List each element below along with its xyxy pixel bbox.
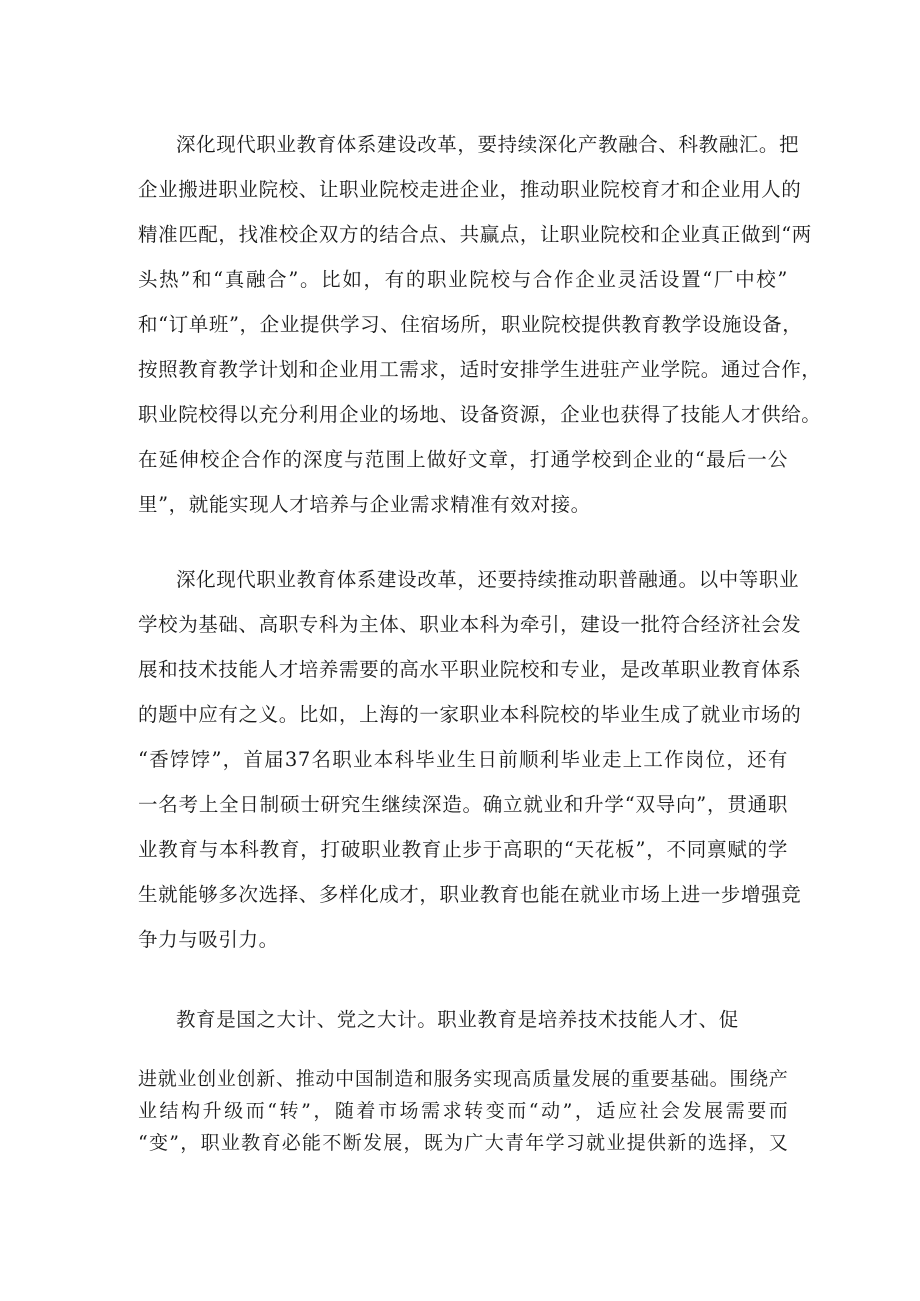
- paragraph-3-line-1: 教育是国之大计、党之大计。职业教育是培养技术技能人才、促: [176, 1008, 739, 1031]
- paragraph-2-line-5: “香饽饽”，首届37名职业本科毕业生日前顺利毕业走上工作岗位，还有: [138, 748, 788, 771]
- paragraph-1-line-4: 头热”和“真融合”。比如，有的职业院校与合作企业灵活设置“厂中校”: [138, 268, 788, 291]
- paragraph-2-line-2: 学校为基础、高职专科为主体、职业本科为牵引，建设一批符合经济社会发: [138, 613, 802, 636]
- paragraph-2-line-8: 生就能够多次选择、多样化成才，职业教育也能在就业市场上进一步增强竞: [138, 883, 802, 906]
- paragraph-1-line-8: 在延伸校企合作的深度与范围上做好文章，打通学校到企业的“最后一公: [138, 448, 788, 471]
- paragraph-1-line-6: 按照教育教学计划和企业用工需求，适时安排学生进驻产业学院。通过合作，: [138, 358, 822, 381]
- paragraph-3-line-3: 业结构升级而“转”，随着市场需求转变而“动”，适应社会发展需要而: [138, 1100, 788, 1122]
- paragraph-1-line-2: 企业搬进职业院校、让职业院校走进企业，推动职业院校育才和企业用人的: [138, 178, 802, 201]
- paragraph-2-line-6: 一名考上全日制硕士研究生继续深造。确立就业和升学“双导向”，贯通职: [138, 793, 788, 816]
- paragraph-3-line-2: 进就业创业创新、推动中国制造和服务实现高质量发展的重要基础。围绕产: [138, 1068, 788, 1090]
- paragraph-1-line-3: 精准匹配，找准校企双方的结合点、共赢点，让职业院校和企业真正做到“两: [138, 223, 812, 246]
- paragraph-3-line-4: “变”，职业教育必能不断发展，既为广大青年学习就业提供新的选择，又: [138, 1132, 788, 1154]
- paragraph-1-line-7: 职业院校得以充分利用企业的场地、设备资源，企业也获得了技能人才供给。: [138, 403, 822, 426]
- paragraph-2-line-7: 业教育与本科教育，打破职业教育止步于高职的“天花板”，不同禀赋的学: [138, 838, 788, 861]
- paragraph-1-line-9: 里”，就能实现人才培养与企业需求精准有效对接。: [138, 493, 591, 516]
- paragraph-1-line-5: 和“订单班”，企业提供学习、住宿场所，职业院校提供教育教学设施设备，: [138, 313, 803, 336]
- paragraph-2-line-4: 的题中应有之义。比如，上海的一家职业本科院校的毕业生成了就业市场的: [138, 703, 802, 726]
- paragraph-2-line-1: 深化现代职业教育体系建设改革，还要持续推动职普融通。以中等职业: [176, 568, 800, 591]
- paragraph-1-line-1: 深化现代职业教育体系建设改革，要持续深化产教融合、科教融汇。把: [176, 133, 800, 156]
- paragraph-2-line-3: 展和技术技能人才培养需要的高水平职业院校和专业，是改革职业教育体系: [138, 658, 802, 681]
- paragraph-2-line-9: 争力与吸引力。: [138, 928, 279, 951]
